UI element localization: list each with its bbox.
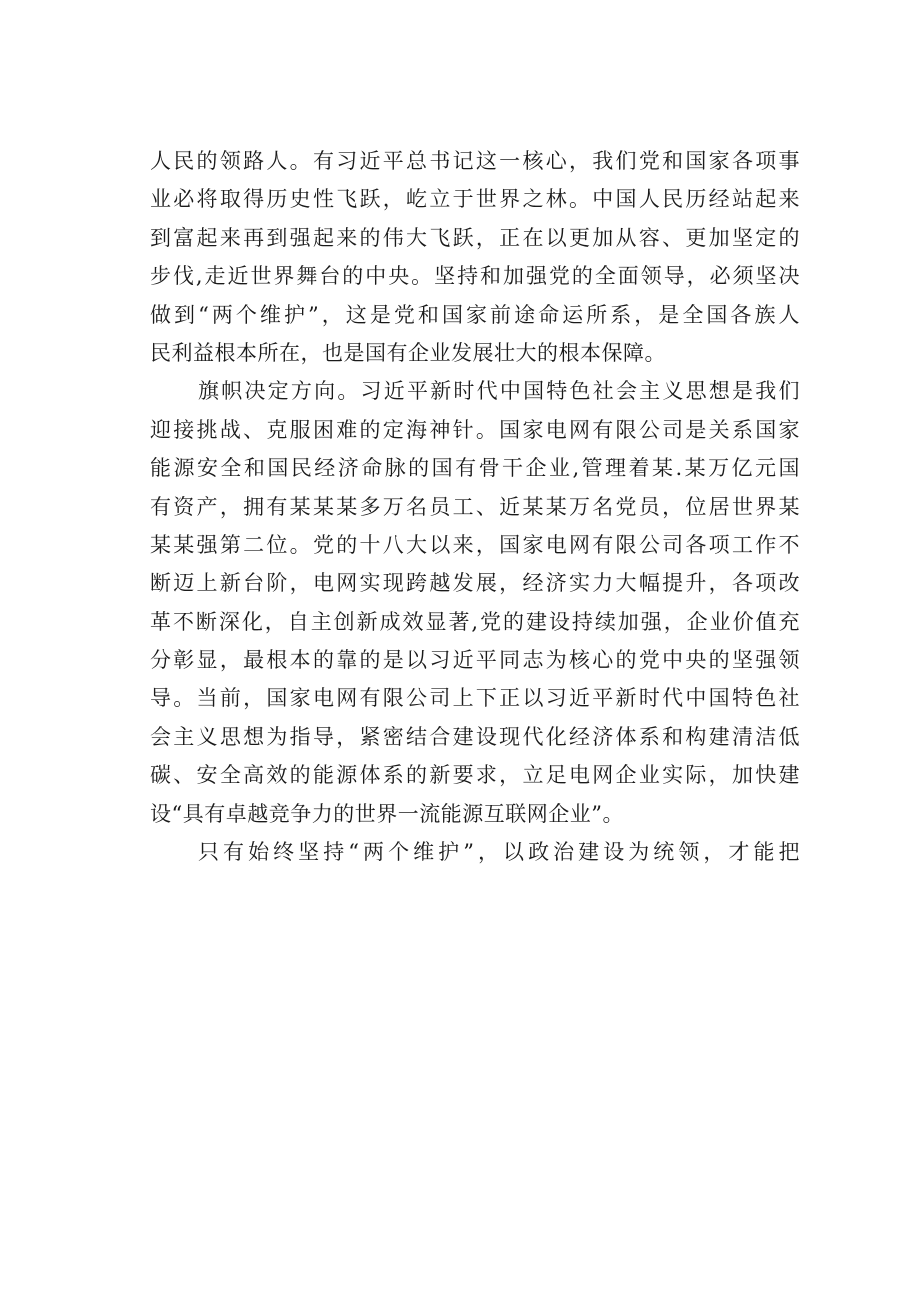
text-line: 业必将取得历史性飞跃，屹立于世界之林。中国人民历经站起来 [150, 187, 800, 212]
text-line: 有资产，拥有某某某多万名员工、近某某万名党员，位居世界某 [150, 494, 800, 519]
paragraph-start-line: 旗帜决定方向。习近平新时代中国特色社会主义思想是我们 [198, 379, 800, 404]
text-line: 能源安全和国民经济命脉的国有骨干企业,管理着某.某万亿元国 [150, 456, 800, 481]
text-line: 设“具有卓越竞争力的世界一流能源互联网企业”。 [150, 801, 624, 826]
text-line: 导。当前，国家电网有限公司上下正以习近平新时代中国特色社 [150, 686, 800, 711]
text-line: 某某强第二位。党的十八大以来，国家电网有限公司各项工作不 [150, 532, 800, 557]
text-line: 碳、安全高效的能源体系的新要求，立足电网企业实际，加快建 [150, 763, 800, 788]
text-line: 分彰显，最根本的靠的是以习近平同志为核心的党中央的坚强领 [150, 648, 800, 673]
text-line: 革不断深化，自主创新成效显著,党的建设持续加强，企业价值充 [150, 609, 800, 634]
text-line: 断迈上新台阶，电网实现跨越发展，经济实力大幅提升，各项改 [150, 571, 800, 596]
text-line: 民利益根本所在，也是国有企业发展壮大的根本保障。 [150, 340, 666, 365]
text-line: 步伐,走近世界舞台的中央。坚持和加强党的全面领导，必须坚决 [150, 264, 800, 289]
text-line: 迎接挑战、克服困难的定海神针。国家电网有限公司是关系国家 [150, 417, 800, 442]
text-line: 人民的领路人。有习近平总书记这一核心，我们党和国家各项事 [150, 149, 800, 173]
paragraph-start-line: 只有始终坚持“两个维护”，以政治建设为统领，才能把 [198, 840, 800, 865]
text-line: 到富起来再到强起来的伟大飞跃，正在以更加从容、更加坚定的 [150, 225, 800, 250]
text-line: 做到“两个维护”，这是党和国家前途命运所系，是全国各族人 [150, 302, 800, 327]
text-line: 会主义思想为指导，紧密结合建设现代化经济体系和构建清洁低 [150, 724, 800, 749]
body-text [150, 142, 800, 871]
